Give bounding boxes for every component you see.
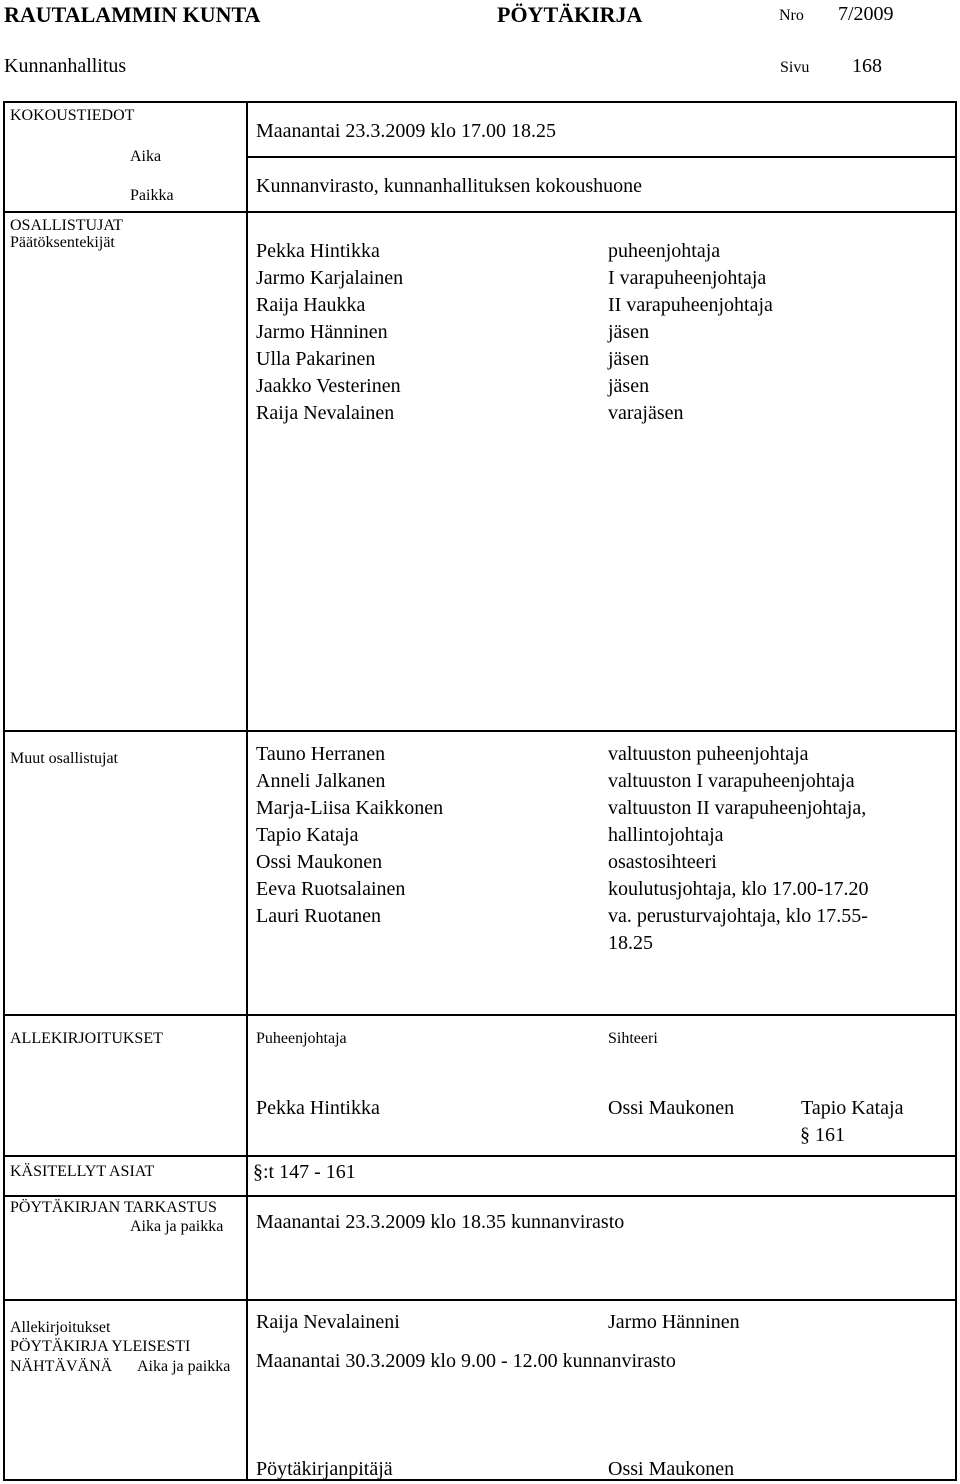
secretary-label: Sihteeri	[608, 1030, 658, 1047]
participant-name: Raija Nevalainen	[256, 402, 395, 424]
meeting-section-label: KOKOUSTIEDOT	[10, 107, 135, 124]
chair-name: Pekka Hintikka	[256, 1097, 380, 1119]
frame-left	[3, 101, 5, 1481]
reviewer-2: Jarmo Hänninen	[608, 1311, 740, 1333]
divider-time	[246, 156, 957, 158]
participant-role: jäsen	[608, 348, 650, 370]
keeper-label: Pöytäkirjanpitäjä	[256, 1458, 393, 1480]
review-sublabel: Aika ja paikka	[130, 1218, 224, 1235]
participant-name: Tapio Kataja	[256, 824, 359, 846]
participant-name: Ossi Maukonen	[256, 851, 383, 873]
participant-name: Anneli Jalkanen	[256, 770, 386, 792]
time-label: Aika	[130, 148, 162, 165]
decision-makers-roles	[608, 238, 773, 427]
decision-makers-names	[256, 238, 403, 427]
participant-name: Jaakko Vesterinen	[256, 375, 401, 397]
others-names	[256, 741, 443, 930]
divider-handled	[3, 1155, 957, 1157]
public-label-line2: NÄHTÄVÄNÄ	[10, 1358, 113, 1375]
chair-label: Puheenjohtaja	[256, 1030, 347, 1047]
decision-makers-label: Päätöksentekijät	[10, 234, 115, 251]
nro-value: 7/2009	[838, 3, 894, 25]
secretary-name-2: Tapio Kataja	[801, 1097, 904, 1119]
participants-section-label: OSALLISTUJAT	[10, 217, 123, 234]
participant-role: valtuuston I varapuheenjohtaja	[608, 770, 855, 792]
public-value: Maanantai 30.3.2009 klo 9.00 - 12.00 kunnanvirasto	[256, 1350, 676, 1372]
section-reference: § 161	[800, 1124, 845, 1146]
frame-bottom	[3, 1479, 957, 1481]
time-value: Maanantai 23.3.2009 klo 17.00 18.25	[256, 120, 556, 142]
participant-name: Raija Haukka	[256, 294, 366, 316]
participant-role: valtuuston II varapuheenjohtaja,	[608, 797, 867, 819]
participant-name: Lauri Ruotanen	[256, 905, 381, 927]
others-roles	[608, 741, 869, 957]
participant-role: hallintojohtaja	[608, 824, 724, 846]
divider-public	[3, 1299, 957, 1301]
nro-label: Nro	[779, 7, 804, 24]
participant-role: varajäsen	[608, 402, 684, 424]
participant-role: I varapuheenjohtaja	[608, 267, 767, 289]
municipality-name: RAUTALAMMIN KUNTA	[4, 2, 261, 27]
public-label-line1: PÖYTÄKIRJA YLEISESTI	[10, 1338, 191, 1355]
participant-role: koulutusjohtaja, klo 17.00-17.20	[608, 878, 869, 900]
divider-others	[3, 730, 957, 732]
page-label: Sivu	[780, 59, 810, 76]
body-name: Kunnanhallitus	[4, 55, 127, 77]
participant-name: Eeva Ruotsalainen	[256, 878, 406, 900]
page-number: 168	[852, 55, 882, 77]
review-label: PÖYTÄKIRJAN TARKASTUS	[10, 1199, 217, 1216]
review-value: Maanantai 23.3.2009 klo 18.35 kunnanvirasto	[256, 1211, 625, 1233]
divider-participants	[3, 211, 957, 213]
participant-name: Marja-Liisa Kaikkonen	[256, 797, 444, 819]
participant-role: II varapuheenjohtaja	[608, 294, 773, 316]
keeper-name: Ossi Maukonen	[608, 1458, 735, 1480]
divider-review	[3, 1195, 957, 1197]
participant-role: valtuuston puheenjohtaja	[608, 743, 809, 765]
participant-role: va. perusturvajohtaja, klo 17.55-	[608, 905, 868, 927]
participant-name: Tauno Herranen	[256, 743, 386, 765]
participant-name: Jarmo Karjalainen	[256, 267, 404, 289]
handled-label: KÄSITELLYT ASIAT	[10, 1163, 155, 1180]
secretary-name: Ossi Maukonen	[608, 1097, 735, 1119]
participant-role: puheenjohtaja	[608, 240, 721, 262]
participant-name: Ulla Pakarinen	[256, 348, 376, 370]
frame-top	[3, 101, 957, 103]
review-signatures-label: Allekirjoitukset	[10, 1319, 111, 1336]
participant-role: jäsen	[608, 375, 650, 397]
participant-role: jäsen	[608, 321, 650, 343]
participant-role: 18.25	[608, 932, 653, 954]
frame-right	[955, 101, 957, 1481]
participant-name: Pekka Hintikka	[256, 240, 380, 262]
divider-signatures	[3, 1014, 957, 1016]
place-value: Kunnanvirasto, kunnanhallituksen kokoushuone	[256, 175, 643, 197]
reviewer-1: Raija Nevalaineni	[256, 1311, 400, 1333]
others-label: Muut osallistujat	[10, 750, 118, 767]
participant-role: osastosihteeri	[608, 851, 717, 873]
signatures-section-label: ALLEKIRJOITUKSET	[10, 1030, 163, 1047]
column-divider	[246, 101, 248, 1481]
participant-name: Jarmo Hänninen	[256, 321, 388, 343]
handled-value: §:t 147 - 161	[253, 1161, 356, 1183]
place-label: Paikka	[130, 187, 174, 204]
document-type: PÖYTÄKIRJA	[497, 2, 643, 27]
public-sublabel: Aika ja paikka	[137, 1358, 231, 1375]
